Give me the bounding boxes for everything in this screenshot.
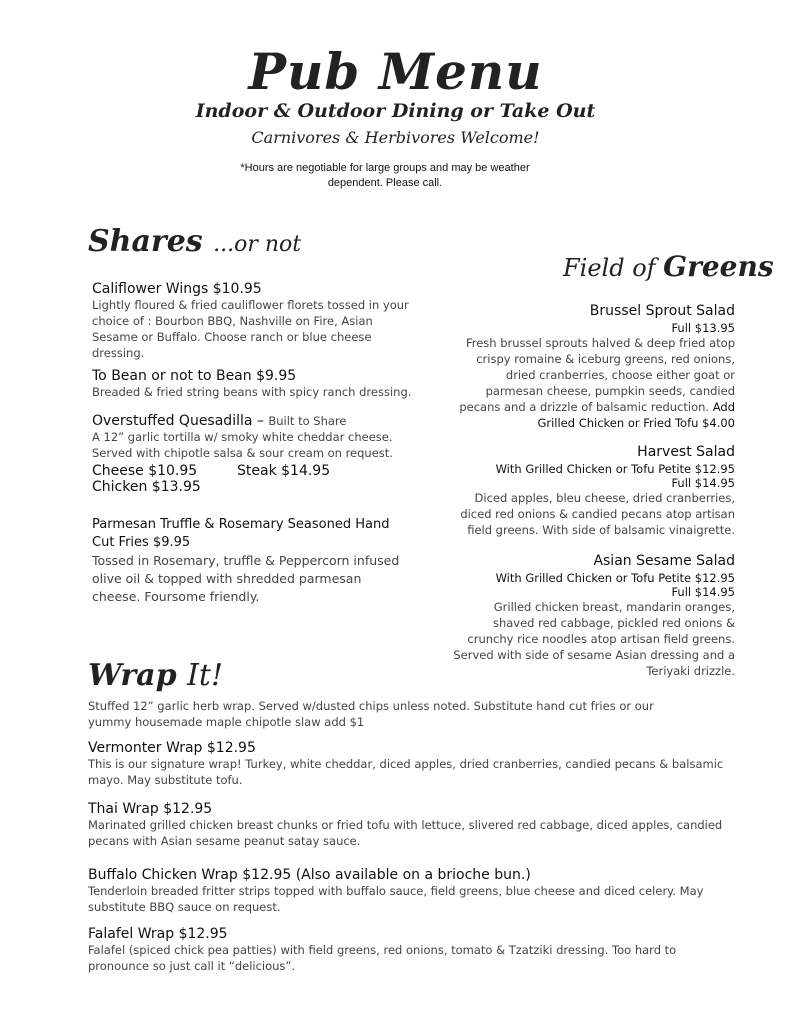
option-steak: Steak $14.95 xyxy=(237,463,331,479)
item-description: A 12” garlic tortilla w/ smoky white cheddar cheese. Served with chipotle salsa & sour cream on request. xyxy=(92,430,393,460)
item-name: Thai Wrap $12.95 xyxy=(88,801,213,817)
shares-heading-tail: ...or not xyxy=(213,232,302,257)
item-name: Parmesan Truffle & Rosemary Seasoned Hand Cut Fries $9.95 xyxy=(92,517,390,550)
item-description: Falafel (spiced chick pea patties) with field greens, red onions, tomato & Tzatziki dressing. Too hard to pronounce so just call it “delicious”. xyxy=(88,943,677,973)
greens-heading-light: Field of xyxy=(563,254,656,282)
item-options xyxy=(92,463,412,479)
item-addon: Add Grilled Chicken or Fried Tofu $4.00 xyxy=(537,400,735,430)
menu-item xyxy=(88,801,738,849)
shares-heading xyxy=(88,224,301,259)
wrap-intro: Stuffed 12” garlic herb wrap. Served w/dusted chips unless noted. Substitute hand cut fries or our yummy housemade maple chipotle slaw add $1 xyxy=(88,699,654,729)
item-price: With Grilled Chicken or Tofu Petite $12.95 xyxy=(495,571,735,585)
greens-heading xyxy=(563,250,774,283)
item-name xyxy=(92,413,412,429)
menu-item xyxy=(88,867,738,915)
option-cheese: Cheese $10.95 xyxy=(92,463,198,479)
page-title: Pub Menu xyxy=(248,42,543,101)
menu-item xyxy=(88,926,738,974)
item-name-tail: Built to Share xyxy=(268,414,347,428)
wrap-heading xyxy=(88,658,223,693)
menu-item xyxy=(92,413,412,495)
item-name: Califlower Wings $10.95 xyxy=(92,281,262,297)
wrap-heading-bold: Wrap xyxy=(88,658,177,693)
menu-item xyxy=(450,553,735,679)
wrap-heading-tail: It! xyxy=(187,658,223,693)
item-description: Breaded & fried string beans with spicy ranch dressing. xyxy=(92,385,412,399)
shares-heading-bold: Shares xyxy=(88,224,203,259)
item-name: Buffalo Chicken Wrap $12.95 (Also available on a brioche bun.) xyxy=(88,867,531,883)
item-price-full: Full $14.95 xyxy=(671,476,735,490)
hours-note: *Hours are negotiable for large groups and may be weather dependent. Please call. xyxy=(240,162,530,189)
menu-item xyxy=(92,516,407,606)
item-description: Diced apples, bleu cheese, dried cranberries, diced red onions & candied pecans atop artisan field greens. With side of balsamic vinaigrette. xyxy=(460,491,735,537)
item-name-main: Overstuffed Quesadilla – xyxy=(92,413,264,429)
item-description: Lightly floured & fried cauliflower florets tossed in your choice of : Bourbon BBQ, Nashville on Fire, Asian Sesame or Buffalo. Choose ranch or blue cheese dressing. xyxy=(92,298,409,360)
greens-heading-bold: Greens xyxy=(663,250,774,283)
page-subtitle: Indoor & Outdoor Dining or Take Out xyxy=(195,100,596,122)
item-name: Asian Sesame Salad xyxy=(593,553,735,569)
item-price: Full $13.95 xyxy=(671,321,735,335)
page-tagline: Carnivores & Herbivores Welcome! xyxy=(251,128,540,147)
item-description xyxy=(450,335,735,431)
item-description: Tenderloin breaded fritter strips topped with buffalo sauce, field greens, blue cheese and diced celery. May substitute BBQ sauce on request. xyxy=(88,884,704,914)
item-name: Brussel Sprout Salad xyxy=(589,303,735,319)
item-name: Harvest Salad xyxy=(637,444,735,460)
menu-item xyxy=(450,444,735,538)
item-name: Vermonter Wrap $12.95 xyxy=(88,740,256,756)
item-price: With Grilled Chicken or Tofu Petite $12.95 xyxy=(495,462,735,476)
menu-item xyxy=(92,281,412,361)
item-name: Falafel Wrap $12.95 xyxy=(88,926,228,942)
item-description-text: Fresh brussel sprouts halved & deep fried atop crispy romaine & iceburg greens, red onions, dried cranberries, choose either goat or parmesan cheese, pumpkin seeds, candied pecans and a drizzle of balsamic reduction. xyxy=(459,336,735,414)
item-description: Grilled chicken breast, mandarin oranges, shaved red cabbage, pickled red onions & crunchy rice noodles atop artisan field greens. Served with side of sesame Asian dressing and a Teriyaki drizzle. xyxy=(453,600,735,678)
menu-item xyxy=(92,368,412,400)
option-chicken: Chicken $13.95 xyxy=(92,479,201,495)
item-description: This is our signature wrap! Turkey, white cheddar, diced apples, dried cranberries, candied pecans & balsamic mayo. May substitute tofu. xyxy=(88,757,724,787)
item-name: To Bean or not to Bean $9.95 xyxy=(92,368,297,384)
menu-item xyxy=(450,303,735,431)
item-description: Tossed in Rosemary, truffle & Peppercorn infused olive oil & topped with shredded parmesan cheese. Foursome friendly. xyxy=(92,553,400,604)
item-description: Marinated grilled chicken breast chunks or fried tofu with lettuce, slivered red cabbage, diced apples, candied pecans with Asian sesame peanut satay sauce. xyxy=(88,818,723,848)
menu-item xyxy=(88,740,738,788)
item-price-full: Full $14.95 xyxy=(671,585,735,599)
